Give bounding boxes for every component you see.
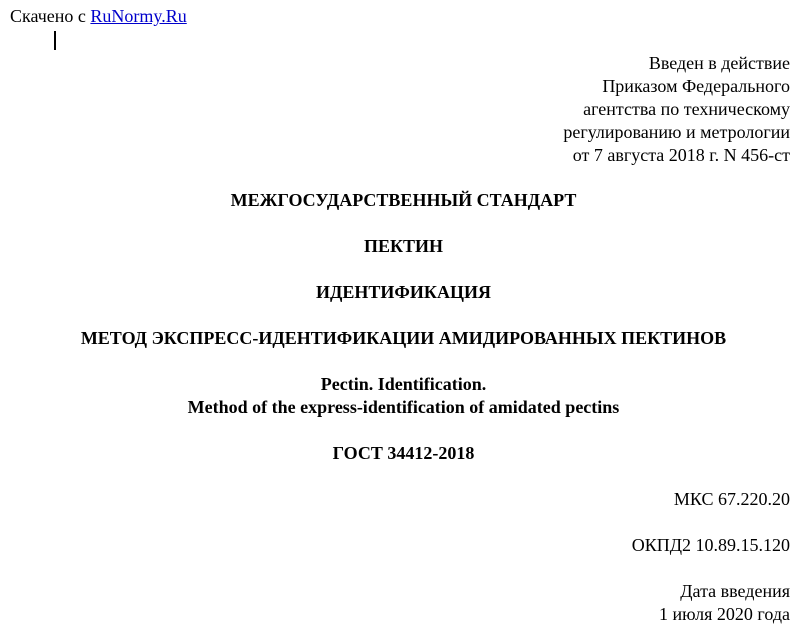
enacted-line-3: агентства по техническому <box>583 99 790 119</box>
mks-code: МКС 67.220.20 <box>673 489 790 509</box>
source-prefix: Скачено с <box>10 6 91 26</box>
english-title-line-1: Pectin. Identification. <box>320 374 487 394</box>
source-link[interactable]: RuNormy.Ru <box>90 6 187 26</box>
english-title-line-2: Method of the express-identification of amidated pectins <box>187 397 620 417</box>
enacted-line-5: от 7 августа 2018 г. N 456-ст <box>572 145 790 165</box>
enacted-block <box>563 52 790 167</box>
okpd-code: ОКПД2 10.89.15.120 <box>631 535 790 555</box>
standard-type-heading: МЕЖГОСУДАРСТВЕННЫЙ СТАНДАРТ <box>230 190 577 210</box>
method-heading: МЕТОД ЭКСПРЕСС-ИДЕНТИФИКАЦИИ АМИДИРОВАННЫХ ПЕКТИНОВ <box>80 328 727 348</box>
source-line <box>10 5 187 27</box>
enacted-line-2: Приказом Федерального <box>602 76 790 96</box>
text-cursor <box>54 31 56 50</box>
introduction-date: 1 июля 2020 года <box>659 604 790 624</box>
introduction-label: Дата введения <box>680 581 790 601</box>
section-heading: ИДЕНТИФИКАЦИЯ <box>316 282 491 302</box>
gost-number: ГОСТ 34412-2018 <box>332 443 475 463</box>
enacted-line-1: Введен в действие <box>648 53 790 73</box>
subject-heading: ПЕКТИН <box>363 236 444 256</box>
enacted-line-4: регулированию и метрологии <box>563 122 790 142</box>
